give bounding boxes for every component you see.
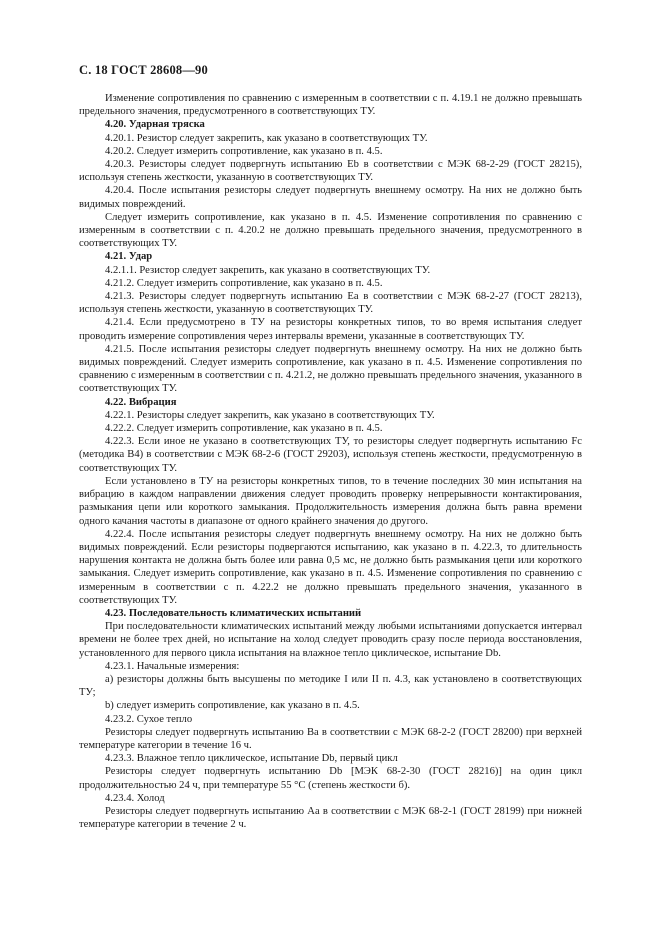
paragraph: a) резисторы должны быть высушены по методике I или II п. 4.3, как установлено в соответствующих ТУ; (79, 673, 582, 699)
paragraph: Следует измерить сопротивление, как указано в п. 4.5. Изменение сопротивления по сравнению с измеренным в соответствии с п. 4.20.2 не должно превышать предельного значения, предусмотренного в соответствующих ТУ. (79, 211, 582, 250)
paragraph: Изменение сопротивления по сравнению с измеренным в соответствии с п. 4.19.1 не должно превышать предельного значения, предусмотренного в соответствующих ТУ. (79, 93, 582, 118)
section-heading: 4.22. Вибрация (105, 396, 177, 408)
paragraph: 4.21.5. После испытания резисторы следует подвергнуть внешнему осмотру. На них не должно быть видимых повреждений. Следует измерить сопротивление, как указано в п. 4.5. Изменение сопротивления по сравнению с измеренным в соответствии с п. 4.21.2, не должно превышать предельного значения, указанного в соответствующих ТУ. (79, 343, 582, 395)
paragraph: 4.20.2. Следует измерить сопротивление, как указано в п. 4.5. (105, 145, 383, 157)
paragraph: 4.22.3. Если иное не указано в соответствующих ТУ, то резисторы следует подвергнуть испытанию Fc (методика B4) в соответствии с МЭК 68-2-6 (ГОСТ 29203), используя степень жесткости, предусмотренную в соответствующих ТУ. (79, 436, 582, 474)
paragraph: 4.22.1. Резисторы следует закрепить, как указано в соответствующих ТУ. (105, 409, 435, 421)
paragraph: 4.2.1.1. Резистор следует закрепить, как указано в соответствующих ТУ. (105, 264, 431, 276)
paragraph: 4.20.3. Резисторы следует подвергнуть испытанию Eb в соответствии с МЭК 68-2-29 (ГОСТ 28215), используя степень жесткости, указанную в соответствующих ТУ. (79, 159, 582, 184)
paragraph: 4.23.1. Начальные измерения: (105, 660, 240, 672)
paragraph: 4.23.2. Сухое тепло (105, 713, 193, 725)
section-heading: 4.23. Последовательность климатических испытаний (105, 607, 362, 619)
paragraph: 4.23.3. Влажное тепло циклическое, испытание Db, первый цикл (105, 753, 398, 765)
paragraph: 4.21.2. Следует измерить сопротивление, как указано в п. 4.5. (105, 277, 383, 289)
paragraph: 4.20.4. После испытания резисторы следует подвергнуть внешнему осмотру. На них не должно быть видимых повреждений. (79, 185, 582, 210)
paragraph: Резисторы следует подвергнуть испытанию Aa в соответствии с МЭК 68-2-1 (ГОСТ 28199) при нижней температуре категории в течение 2 ч. (79, 805, 582, 831)
paragraph: b) следует измерить сопротивление, как указано в п. 4.5. (105, 700, 360, 712)
paragraph: Резисторы следует подвергнуть испытанию Db [МЭК 68-2-30 (ГОСТ 28216)] на один цикл продолжительностью 24 ч, при температуре 55 °C (степень жесткости б). (79, 766, 582, 791)
paragraph: 4.22.4. После испытания резисторы следует подвергнуть внешнему осмотру. На них не должно быть видимых повреждений. Если резисторы подвергаются испытанию, как указано в п. 4.22.3, то длительность нарушения контакта не должна быть более или равна 0,5 мс, не должно быть размыкания цепи или короткого замыкания. Следует измерить сопротивление, как указано в п. 4.5. Изменение сопротивления по сравнению с измеренным в соответствии с п. 4.22.2 не должно превышать предельного значения, указанного в соответствующих ТУ. (79, 528, 582, 606)
page-header: С. 18 ГОСТ 28608—90 (79, 63, 208, 77)
paragraph: 4.23.4. Холод (105, 792, 165, 804)
paragraph: 4.21.3. Резисторы следует подвергнуть испытанию Ea в соответствии с МЭК 68-2-27 (ГОСТ 28213), используя степень жесткости, указанную в соответствующих ТУ. (79, 291, 582, 316)
section-heading: 4.20. Ударная тряска (105, 119, 205, 131)
section-heading: 4.21. Удар (105, 251, 153, 263)
paragraph: Резисторы следует подвергнуть испытанию Ba в соответствии с МЭК 68-2-2 (ГОСТ 28200) при верхней температуре категории в течение 16 ч. (79, 726, 582, 751)
paragraph: 4.21.4. Если предусмотрено в ТУ на резисторы конкретных типов, то во время испытания следует проводить измерение сопротивления через интервалы времени, указанные в соответствующих ТУ. (79, 317, 582, 342)
paragraph: Если установлено в ТУ на резисторы конкретных типов, то в течение последних 30 мин испытания на вибрацию в каждом направлении движения следует проводить проверку непрерывности контактирования, размыкания цепи или короткого замыкания. Продолжительность измерения должна быть равна времени одного качания частоты в диапазоне от одного крайнего значения до другого. (79, 475, 582, 527)
document-body (79, 92, 582, 831)
paragraph: При последовательности климатических испытаний между любыми испытаниями допускается интервал времени не более трех дней, но испытание на холод следует проводить сразу после периода восстановления, установленного для первого цикла испытания на влажное тепло циклическое, испытание Db. (79, 621, 582, 659)
paragraph: 4.20.1. Резистор следует закрепить, как указано в соответствующих ТУ. (105, 132, 428, 144)
paragraph: 4.22.2. Следует измерить сопротивление, как указано в п. 4.5. (105, 423, 383, 435)
